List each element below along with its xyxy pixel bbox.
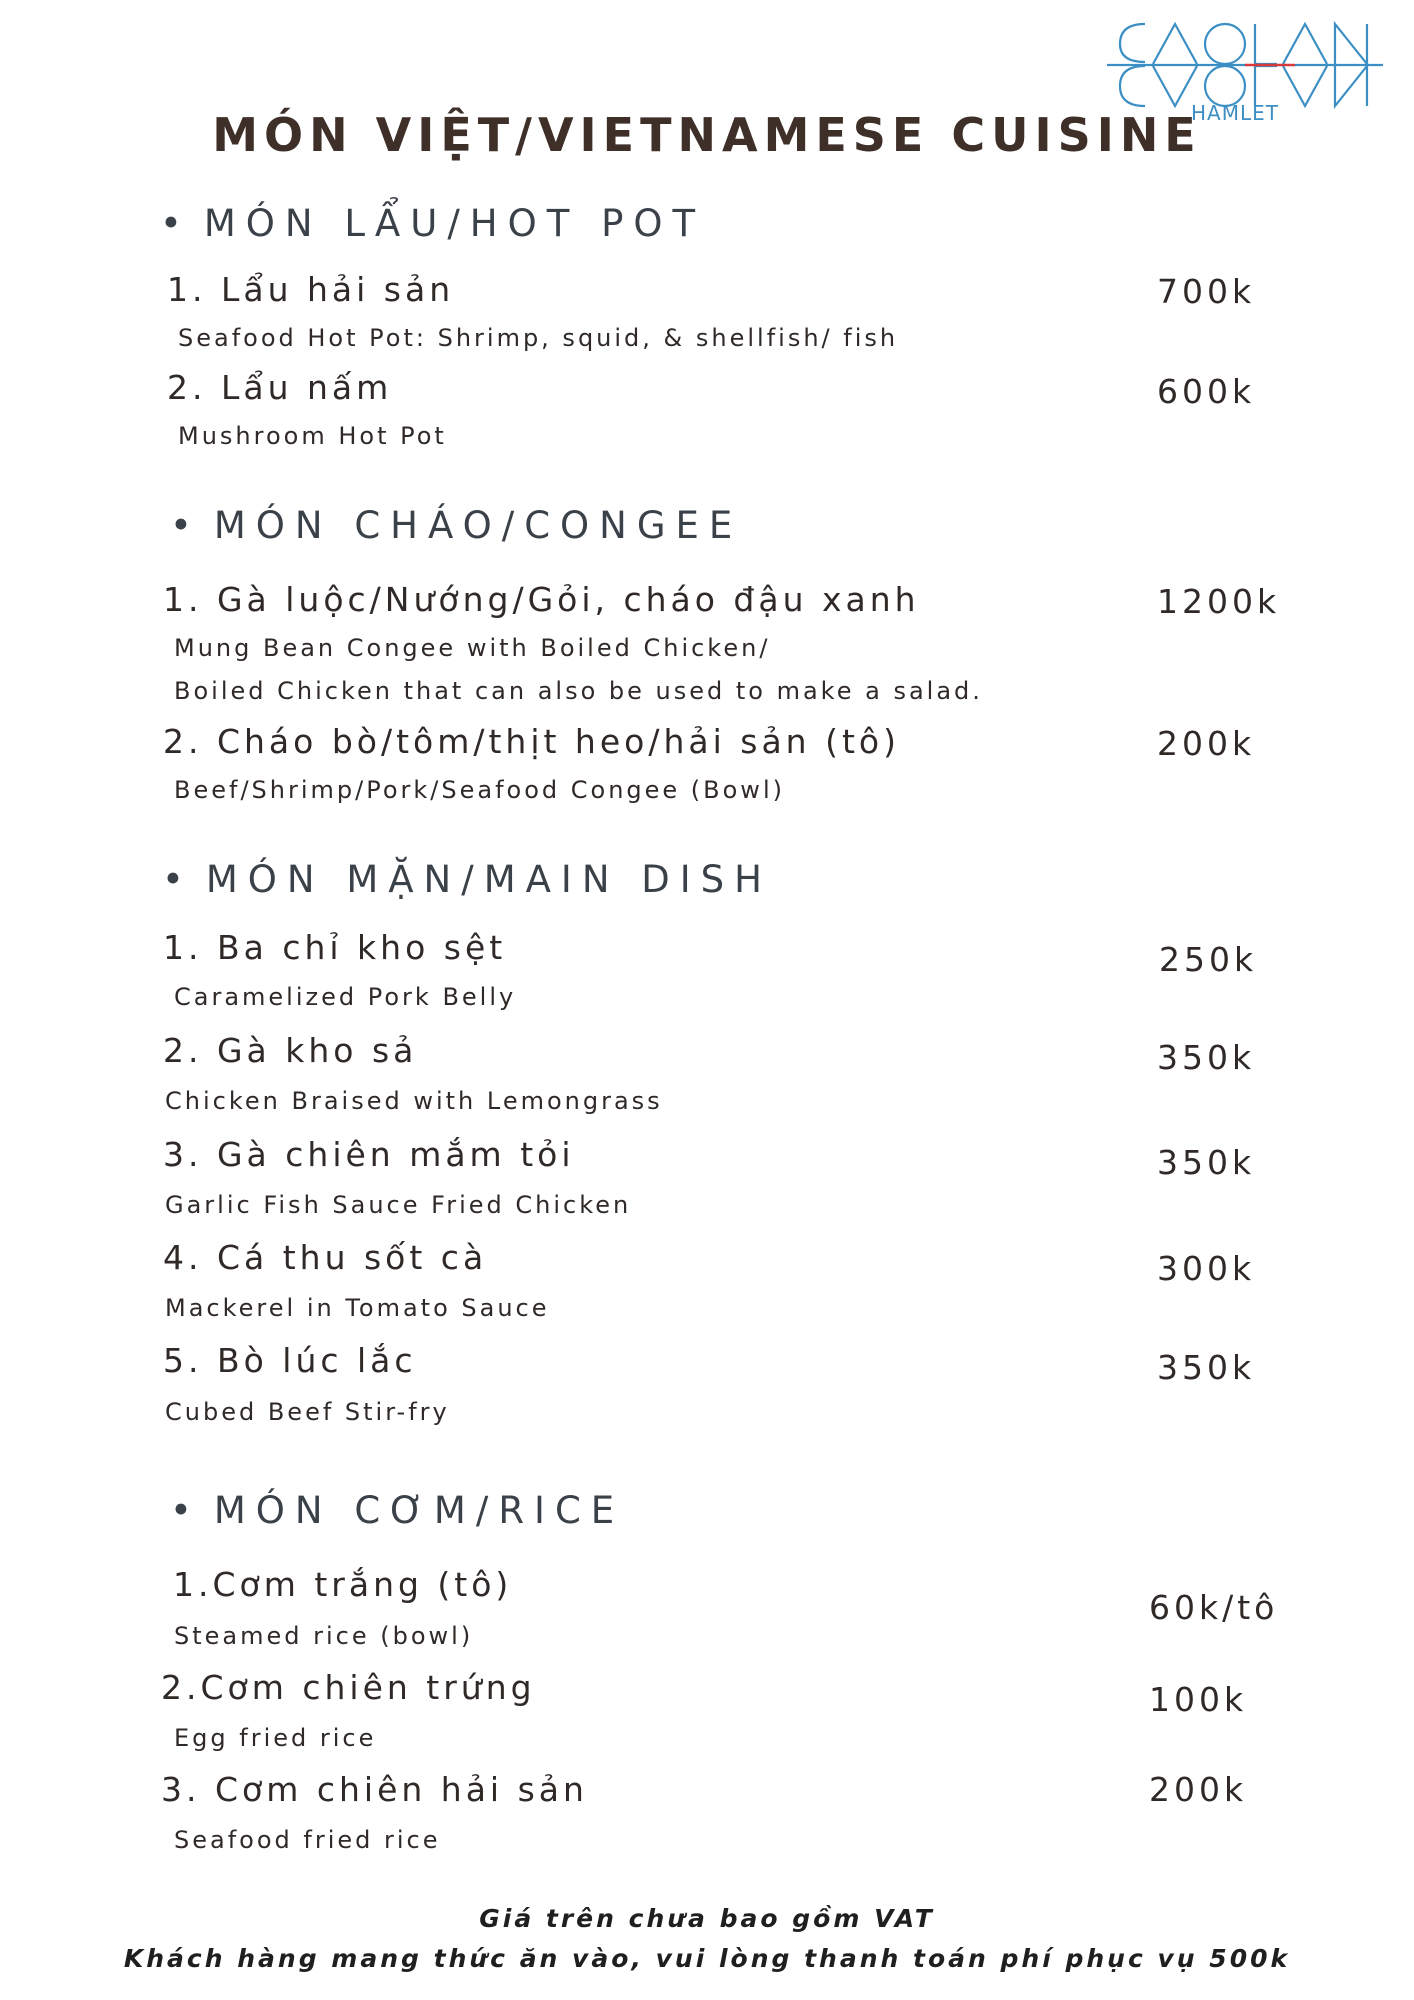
menu-item-price: 600k [1157, 372, 1256, 411]
menu-item-price: 200k [1149, 1770, 1248, 1809]
logo-subtitle: HAMLET [1191, 101, 1279, 124]
menu-item-description: Mushroom Hot Pot [178, 422, 447, 450]
section-heading-main-dish [162, 858, 772, 901]
menu-item-price: 300k [1157, 1249, 1256, 1288]
menu-item-description: Seafood Hot Pot: Shrimp, squid, & shellfish/ fish [178, 324, 899, 352]
menu-item-name: 2. Gà kho sả [163, 1031, 418, 1070]
menu-item-name: 1. Lẩu hải sản [167, 270, 455, 309]
menu-item-name: 2. Cháo bò/tôm/thịt heo/hải sản (tô) [163, 722, 900, 761]
menu-item-description: Seafood fried rice [174, 1826, 441, 1854]
menu-item-description: Boiled Chicken that can also be used to make a salad. [174, 677, 983, 705]
section-heading-rice [170, 1489, 624, 1532]
bullet: • [162, 858, 184, 901]
footer-service-fee-note: Khách hàng mang thức ăn vào, vui lòng thanh toán phí phục vụ 500k [123, 1944, 1291, 1973]
menu-item-name: 2. Lẩu nấm [167, 368, 393, 407]
section-heading-label: MÓN CHÁO/CONGEE [213, 504, 743, 547]
section-heading-label: MÓN LẨU/HOT POT [203, 202, 706, 245]
menu-item-price: 200k [1157, 724, 1256, 763]
menu-item-description: Egg fried rice [174, 1724, 377, 1752]
menu-item-name: 1.Cơm trắng (tô) [173, 1565, 513, 1604]
menu-item-price: 60k/tô [1149, 1588, 1279, 1627]
menu-item-price: 350k [1157, 1038, 1256, 1077]
section-heading-hot-pot [160, 202, 705, 245]
menu-item-description: Mackerel in Tomato Sauce [165, 1294, 550, 1322]
menu-item-description: Cubed Beef Stir-fry [165, 1398, 450, 1426]
menu-item-description: Garlic Fish Sauce Fried Chicken [165, 1191, 632, 1219]
menu-item-price: 100k [1149, 1680, 1248, 1719]
menu-item-name: 5. Bò lúc lắc [163, 1341, 417, 1380]
menu-item-price: 250k [1159, 940, 1258, 979]
menu-item-description: Chicken Braised with Lemongrass [165, 1087, 663, 1115]
menu-item-name: 4. Cá thu sốt cà [163, 1238, 488, 1277]
menu-item-name: 3. Cơm chiên hải sản [161, 1770, 588, 1809]
menu-item-description: Beef/Shrimp/Pork/Seafood Congee (Bowl) [174, 776, 785, 804]
menu-item-price: 700k [1157, 272, 1256, 311]
bullet: • [170, 504, 192, 547]
bullet: • [160, 202, 182, 245]
menu-item-price: 350k [1157, 1348, 1256, 1387]
page-title: MÓN VIỆT/VIETNAMESE CUISINE [212, 108, 1202, 162]
bullet: • [170, 1489, 192, 1532]
menu-item-name: 1. Gà luộc/Nướng/Gỏi, cháo đậu xanh [163, 580, 920, 619]
menu-item-description: Caramelized Pork Belly [174, 983, 517, 1011]
menu-item-description: Mung Bean Congee with Boiled Chicken/ [174, 634, 771, 662]
menu-item-name: 1. Ba chỉ kho sệt [163, 928, 507, 967]
menu-item-name: 2.Cơm chiên trứng [161, 1668, 536, 1707]
menu-item-price: 1200k [1157, 582, 1281, 621]
menu-item-description: Steamed rice (bowl) [174, 1622, 474, 1650]
menu-item-name: 3. Gà chiên mắm tỏi [163, 1135, 575, 1174]
section-heading-label: MÓN CƠM/RICE [213, 1489, 625, 1532]
section-heading-label: MÓN MẶN/MAIN DISH [205, 858, 772, 901]
footer-vat-note: Giá trên chưa bao gồm VAT [479, 1904, 935, 1933]
menu-item-price: 350k [1157, 1143, 1256, 1182]
section-heading-congee [170, 504, 742, 547]
